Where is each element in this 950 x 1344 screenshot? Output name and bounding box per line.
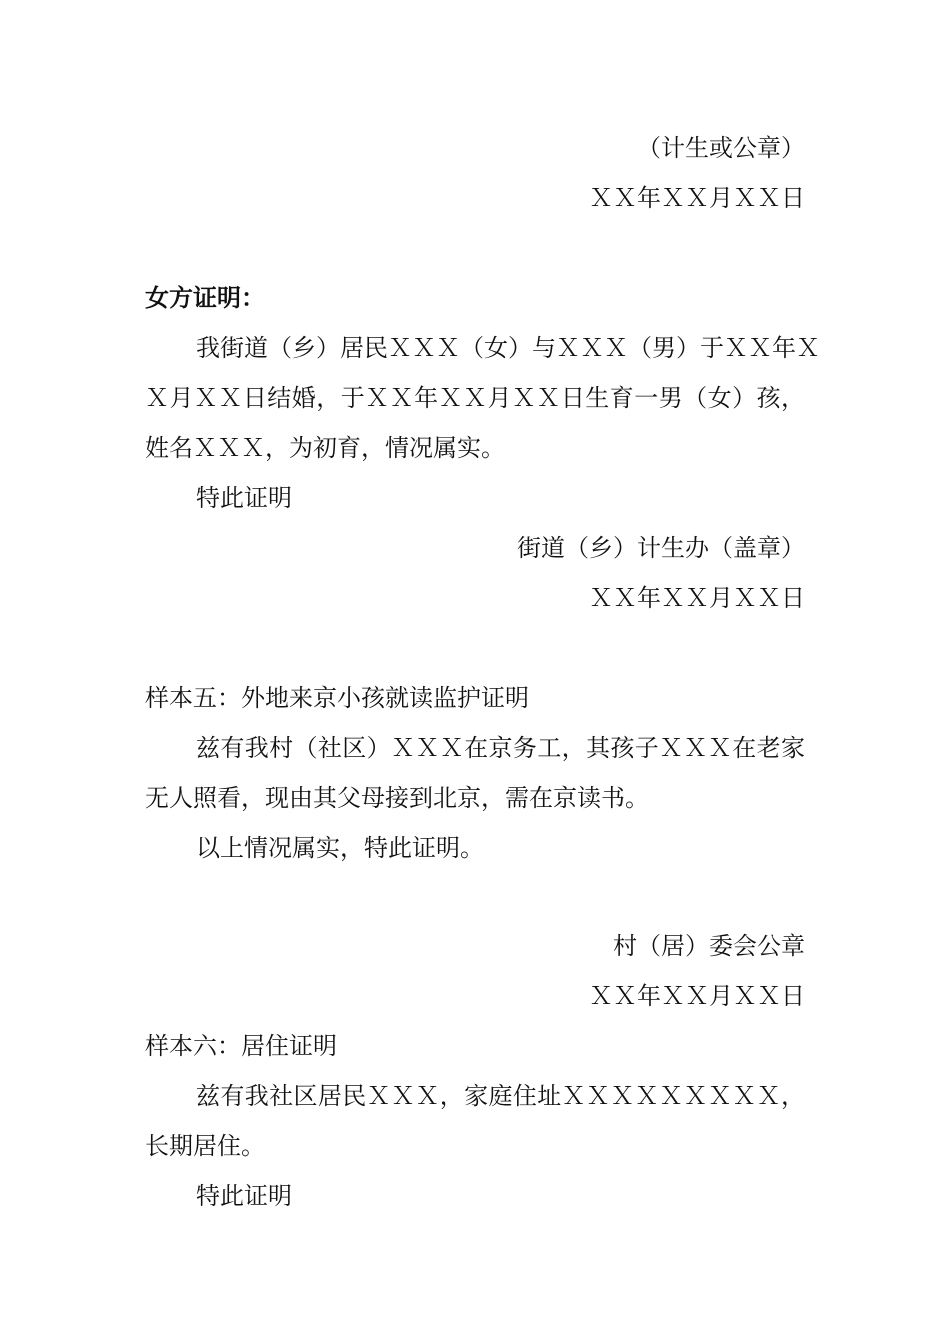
sample5-closing: 以上情况属实，特此证明。 xyxy=(196,834,484,862)
female-proof-body-line2: Ｘ月ＸＸ日结婚，于ＸＸ年ＸＸ月ＸＸ日生育一男（女）孩， xyxy=(145,384,805,412)
sample5-date: ＸＸ年ＸＸ月ＸＸ日 xyxy=(589,982,805,1010)
sample6-body-line1: 兹有我社区居民ＸＸＸ，家庭住址ＸＸＸＸＸＸＸＸＸ， xyxy=(196,1082,805,1110)
sample6-heading: 样本六：居住证明 xyxy=(145,1032,337,1060)
sample5-seal: 村（居）委会公章 xyxy=(613,932,805,960)
top-seal-text: （计生或公章） xyxy=(637,134,805,162)
female-proof-body-line1: 我街道（乡）居民ＸＸＸ（女）与ＸＸＸ（男）于ＸＸ年Ｘ xyxy=(196,334,820,362)
female-proof-heading: 女方证明： xyxy=(145,284,265,312)
sample6-closing: 特此证明 xyxy=(196,1182,292,1210)
female-proof-date: ＸＸ年ＸＸ月ＸＸ日 xyxy=(589,584,805,612)
female-proof-seal: 街道（乡）计生办（盖章） xyxy=(517,534,805,562)
sample5-body-line2: 无人照看，现由其父母接到北京，需在京读书。 xyxy=(145,784,649,812)
top-date: ＸＸ年ＸＸ月ＸＸ日 xyxy=(589,184,805,212)
female-proof-body-line3: 姓名ＸＸＸ，为初育，情况属实。 xyxy=(145,434,505,462)
sample5-body-line1: 兹有我村（社区）ＸＸＸ在京务工，其孩子ＸＸＸ在老家 xyxy=(196,734,805,762)
sample5-heading: 样本五：外地来京小孩就读监护证明 xyxy=(145,684,529,712)
female-proof-closing: 特此证明 xyxy=(196,484,292,512)
sample6-body-line2: 长期居住。 xyxy=(145,1132,265,1160)
